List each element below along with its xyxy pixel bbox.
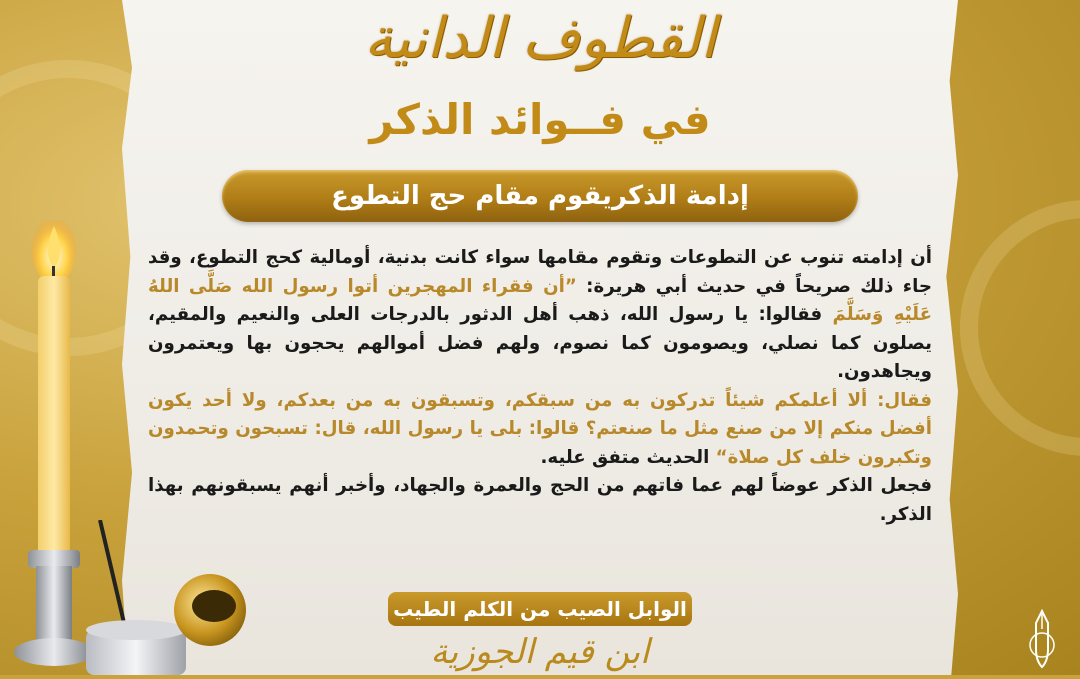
hadith-quote-b: فقال: ألا أعلمكم شيئاً تدركون به من سبقكم، وتسبقون به من بعدكم، ولا أحد يكون أفضل منكم إلا من صنع مثل ما صنعتم؟ قالوا: بلى يا رسول الله، قال: تسبحون وتحمدون وتكبرون خلف كل صلاة“ (148, 389, 932, 468)
author-signature: ابن قيم الجوزية (430, 632, 650, 672)
hadith-reference: الحديث متفق عليه. (540, 446, 716, 468)
hadith-quote-a: ”أن فقراء المهجرين أتوا رسول الله صَلَّى اللهُ عَلَيْهِ وَسَلَّمَ (148, 275, 933, 325)
source-badge: الوابل الصيب من الكلم الطيب (388, 592, 692, 626)
paragraph-1 (148, 244, 932, 387)
paragraph-3: فجعل الذكر عوضاً لهم عما فاتهم من الحج والعمرة والجهاد، وأخبر أنهم يسبقونهم بهذا الذكر. (148, 475, 932, 525)
inkwell-icon (80, 520, 260, 675)
article-body (148, 244, 932, 529)
page-subtitle: في فــوائد الذكر (369, 95, 711, 144)
page-title: القطوف الدانية (364, 6, 716, 71)
paragraph-1-text-a: أن إدامته تنوب عن التطوعات وتقوم مقامها سواء كانت بدنية، أومالية كحج التطوع، وقد جاء ذلك صريحاً في حديث أبي هريرة: (148, 247, 933, 297)
section-banner: إدامة الذكريقوم مقام حج التطوع (222, 170, 858, 222)
paragraph-2 (148, 387, 932, 473)
publisher-logo-icon (1012, 609, 1072, 669)
paragraph-1-text-b: فقالوا: يا رسول الله، ذهب أهل الدثور بالدرجات العلى والنعيم والمقيم، يصلون كما نصلي، ويصومون كما نصوم، ولهم فضل أموالهم يحجون بها ويعتمرون ويجاهدون. (148, 304, 932, 382)
